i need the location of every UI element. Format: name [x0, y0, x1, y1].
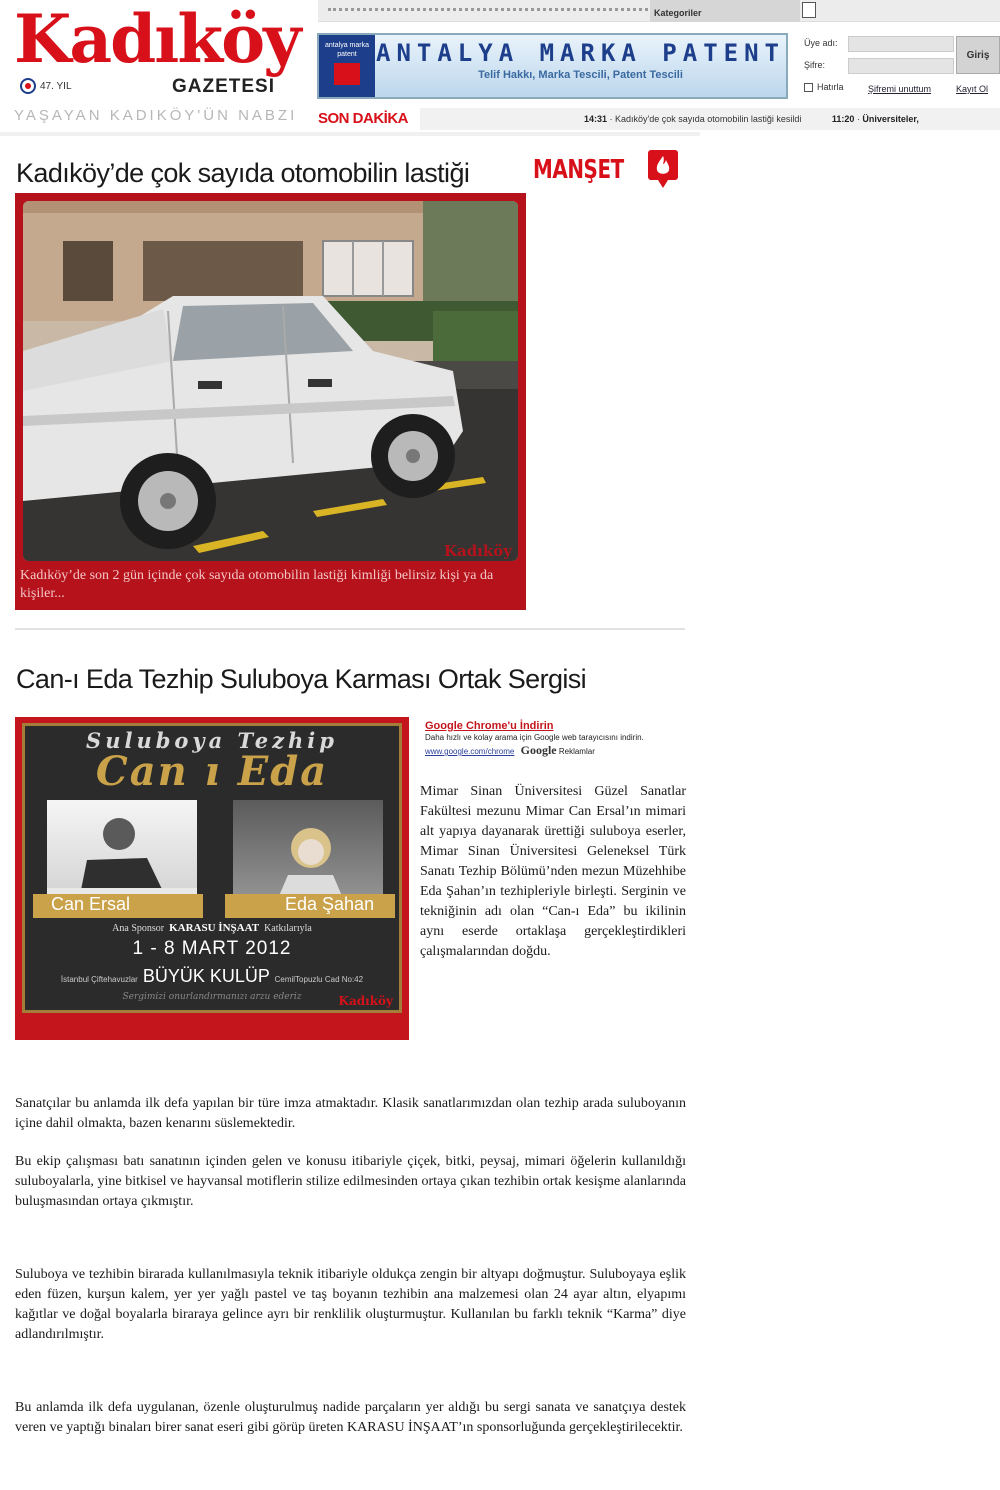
ad-logo-text: antalya marka patent	[325, 42, 369, 58]
article-2-paragraph: Bu ekip çalışması batı sanatının içinden gelen ve konusu itibariyle çiçek, bitki, peysaj, mimari öğelerin kullanıldığı suluboyalarla, yine bitkisel ve hayvansal motiflerin stilize edilmesinden ortaya çıkan tezhibin ortak kesişme alanlarında buluşmasından ortaya çıkmıştır.	[15, 1154, 686, 1209]
username-input[interactable]	[848, 36, 954, 52]
top-checkbox[interactable]	[802, 2, 816, 18]
google-ads-label[interactable]: Reklamlar	[558, 747, 595, 756]
google-ads-logo[interactable]: Google	[520, 743, 557, 757]
login-button[interactable]: Giriş	[956, 36, 1000, 74]
poster-venue-name: BÜYÜK KULÜP	[142, 966, 270, 986]
article-2-intro: Mimar Sinan Üniversitesi Güzel Sanatlar Fakültesi mezunu Mimar Can Ersal’ın mimari alt yapıya dayanarak ürettiği suluboya eserler, Mimar Sinan Üniversitesi Geleneksel Türk Sanatı Tezhip Bölümü’nden mezun Müzehhibe Eda Şahan’ın tezhipleriyle birleşti. Serginin ve tekniğinin adı olan “Can-ı Eda” bu ikilinin aynı eserde ortaklaşa gerçekleştirdikleri çalışmalarından doğdu.	[420, 784, 686, 959]
poster-sponsor-suffix: Katkılarıyla	[264, 923, 312, 934]
breaking-news-ticker[interactable]	[420, 108, 1000, 130]
article-divider	[15, 628, 685, 630]
article-2-paragraph: Sanatçılar bu anlamda ilk defa yapılan bir türe imza atmaktadır. Klasik sanatlarımızdan olan tezhip arada suluboyanın içine dahil olmakta, bazen kenarını süslemektedir.	[15, 1096, 686, 1131]
poster-sponsor	[25, 922, 399, 934]
breaking-news-label: SON DAKİKA	[318, 110, 409, 127]
year-badge-icon	[20, 78, 36, 94]
poster-title-top: Suluboya Tezhip	[86, 728, 338, 753]
poster-venue-right: CemilTopuzlu Cad No:42	[274, 975, 364, 984]
ad-banner-logo	[319, 35, 375, 97]
categories-tab[interactable]: Kategoriler	[650, 0, 800, 22]
logo-main-text: Kadıköy	[14, 0, 300, 78]
fire-icon	[648, 150, 678, 190]
ad-logo-mark	[334, 63, 360, 85]
google-ad-description: Daha hızlı ve kolay arama için Google web tarayıcısını indirin.	[425, 733, 644, 742]
ad-banner-title: ANTALYA MARKA PATENT	[376, 39, 785, 67]
site-slogan: YAŞAYAN KADIKÖY'ÜN NABZI	[14, 107, 298, 124]
username-label: Üye adı:	[804, 38, 838, 48]
poster-footer: Sergimizi onurlandırmanızı arzu ederiz	[122, 992, 302, 1002]
password-label: Şifre:	[804, 60, 826, 70]
year-badge	[20, 78, 72, 94]
register-link[interactable]: Kayıt Ol	[956, 84, 989, 94]
ticker-text: Kadıköy'de çok sayıda otomobilin lastiği kesildi	[615, 114, 802, 124]
article-2-paragraph: Suluboya ve tezhibin birarada kullanılmasıyla teknik itibariyle oldukça zengin bir altyapı doğmuştur. Suluboyaya eşlik eden füzen, kurşun kalem, yer yer yağlı pastel ve taş boyanın tezhibin ana malzemesi olan 24 ayar altın, elyapımı kağıtlar ve doğal boyalarla biraraya gelince ayrı bir renklilik oluşturmuştur. Kullanılan bu farklı teknik “Karma” diye adlandırılmıştır.	[15, 1267, 686, 1342]
header-divider	[0, 132, 700, 136]
poster-artist-1: Can Ersal	[33, 894, 203, 918]
ticker-text: Üniversiteler,	[862, 114, 919, 124]
google-ad-title[interactable]: Google Chrome'u İndirin	[425, 720, 554, 732]
headline-article-2: Can-ı Eda Tezhip Suluboya Karması Ortak Sergisi	[16, 664, 587, 694]
top-strip	[318, 0, 1000, 22]
poster-sponsor-prefix: Ana Sponsor	[112, 923, 165, 934]
ad-banner-subtitle: Telif Hakkı, Marka Tescili, Patent Tescili	[478, 69, 683, 81]
poster-sponsor-name: KARASU İNŞAAT	[169, 922, 260, 934]
logo-subtitle: GAZETESI	[172, 76, 276, 97]
ticker-item[interactable]: 11:20 · Üniversiteler,	[831, 114, 919, 124]
poster-dates: 1 - 8 MART 2012	[132, 938, 292, 959]
article-1-image-frame[interactable]	[15, 193, 526, 610]
poster-watermark: Kadıköy	[338, 994, 393, 1008]
article-2-image-frame	[15, 717, 409, 1040]
remember-me[interactable]	[804, 82, 844, 92]
forgot-password-link[interactable]: Şifremi unuttum	[868, 84, 932, 94]
ad-banner[interactable]	[317, 33, 788, 99]
year-badge-label: 47. YIL	[40, 80, 72, 92]
poster-venue-left: İstanbul Çiftehavuzlar	[60, 975, 138, 984]
article-2-paragraph: Bu anlamda ilk defa uygulanan, özenle oluşturulmuş nadide parçaların yer aldığı bu sergi sanata ve sanatçıya destek veren ve yaptığı binaları birer sanat eseri gibi görüp üreten KARASU İNŞAAT’ın sponsorluğunda gerçekleştirilecektir.	[15, 1400, 686, 1435]
google-ad[interactable]	[425, 720, 685, 758]
poster-venue	[25, 966, 399, 987]
article-1-caption[interactable]: Kadıköy’de son 2 gün içinde çok sayıda otomobilin lastiği kimliği belirsiz kişi ya da kişiler...	[20, 568, 494, 601]
headline-article-1[interactable]: Kadıköy’de çok sayıda otomobilin lastiği	[16, 158, 470, 188]
poster-artist-2: Eda Şahan	[225, 894, 395, 918]
ticker-time: 14:31	[584, 114, 608, 124]
password-input[interactable]	[848, 58, 954, 74]
poster-title-main: Can ı Eda	[95, 748, 329, 795]
exhibition-poster	[22, 723, 402, 1013]
site-logo[interactable]	[14, 0, 304, 106]
remember-checkbox[interactable]	[804, 83, 813, 92]
manset-label: MANŞET	[533, 155, 624, 185]
top-strip-menu[interactable]	[328, 8, 648, 12]
login-form	[800, 32, 1000, 102]
remember-label: Hatırla	[817, 82, 844, 92]
google-ad-url[interactable]: www.google.com/chrome	[425, 747, 515, 756]
ticker-item[interactable]: 14:31 · Kadıköy'de çok sayıda otomobilin lastiği kesildi	[584, 114, 802, 124]
manset-section-label	[533, 150, 678, 190]
image-watermark: Kadıköy	[443, 542, 512, 560]
article-1-photo[interactable]	[23, 201, 518, 561]
ticker-time: 11:20	[831, 114, 855, 124]
